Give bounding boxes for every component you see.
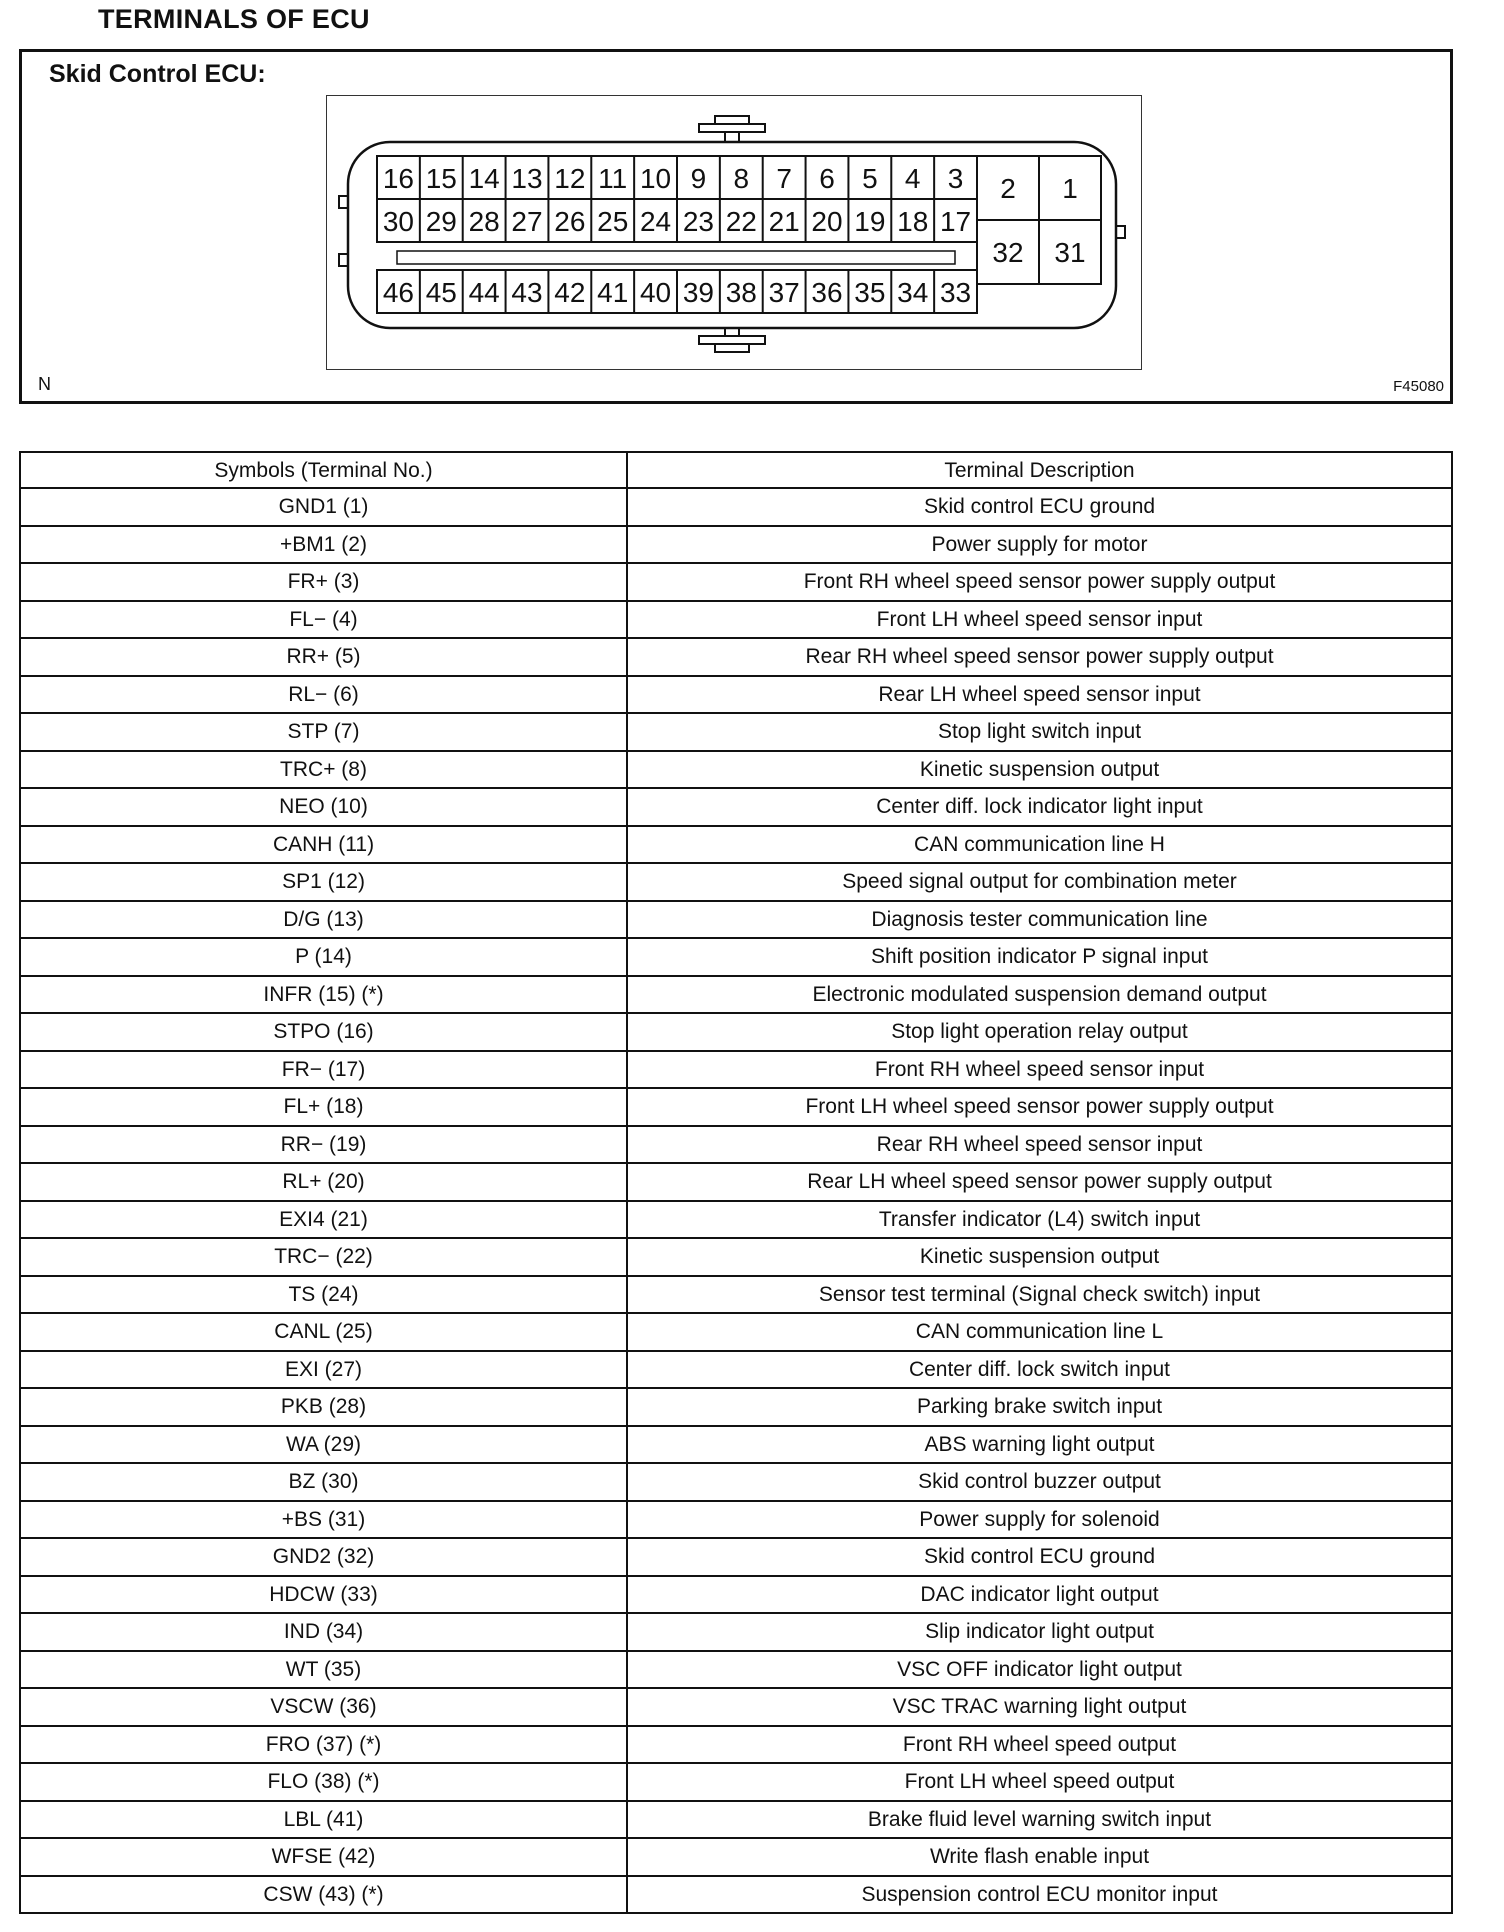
pin-number: 33 [939,277,972,308]
table-row [20,976,1452,1014]
table-row [20,1838,1452,1876]
connector-slot [397,251,955,264]
pin-number: 29 [425,206,457,237]
terminal-symbol: FL− (4) [20,601,627,639]
pin-number: 24 [639,206,672,237]
terminal-description: Diagnosis tester communication line [627,901,1452,939]
table-row [20,1576,1452,1614]
terminal-description: Transfer indicator (L4) switch input [627,1201,1452,1239]
pin-number: 36 [811,277,843,308]
terminal-symbol: LBL (41) [20,1801,627,1839]
terminal-description: Stop light switch input [627,713,1452,751]
table-row [20,1726,1452,1764]
pin-number: 20 [811,206,843,237]
terminal-symbol: CSW (43) (*) [20,1876,627,1914]
terminal-symbol: WT (35) [20,1651,627,1689]
table-row [20,638,1452,676]
terminal-symbol: SP1 (12) [20,863,627,901]
terminal-symbol: GND2 (32) [20,1538,627,1576]
table-row [20,1238,1452,1276]
pin-number: 11 [598,163,628,194]
connector-diagram-frame [326,95,1142,370]
pin-number: 15 [425,163,457,194]
pin-number: 25 [597,206,629,237]
terminal-symbol: STP (7) [20,713,627,751]
table-row [20,1538,1452,1576]
pin-number: 42 [554,277,586,308]
pin-number: 34 [897,277,929,308]
terminal-description: Front LH wheel speed output [627,1763,1452,1801]
terminal-description: Sensor test terminal (Signal check switch) input [627,1276,1452,1314]
terminal-description: Suspension control ECU monitor input [627,1876,1452,1914]
terminal-description: VSC TRAC warning light output [627,1688,1452,1726]
terminal-symbol: TRC− (22) [20,1238,627,1276]
table-row [20,1388,1452,1426]
table-row [20,676,1452,714]
table-row [20,1613,1452,1651]
figure-code: F45080 [1393,378,1444,395]
table-row [20,826,1452,864]
terminal-symbol: INFR (15) (*) [20,976,627,1014]
terminal-description: VSC OFF indicator light output [627,1651,1452,1689]
terminal-description: Write flash enable input [627,1838,1452,1876]
header-symbols: Symbols (Terminal No.) [20,452,627,488]
terminal-description: Front RH wheel speed output [627,1726,1452,1764]
terminal-symbol: D/G (13) [20,901,627,939]
terminal-description: CAN communication line L [627,1313,1452,1351]
connector-figure [19,49,1453,404]
pin-number: 28 [468,206,500,237]
terminal-description: Skid control buzzer output [627,1463,1452,1501]
terminal-description: Rear LH wheel speed sensor power supply output [627,1163,1452,1201]
header-description: Terminal Description [627,452,1452,488]
table-row [20,1501,1452,1539]
pin-number: 10 [639,163,672,194]
terminal-table [19,451,1453,1914]
table-row [20,1276,1452,1314]
pin-number: 14 [468,163,500,194]
terminal-symbol: FRO (37) (*) [20,1726,627,1764]
terminal-description: Shift position indicator P signal input [627,938,1452,976]
pin-number: 31 [1054,237,1086,268]
terminal-description: Front RH wheel speed sensor input [627,1051,1452,1089]
terminal-symbol: STPO (16) [20,1013,627,1051]
terminal-symbol: CANH (11) [20,826,627,864]
connector-diagram [327,96,1143,371]
terminal-description: Stop light operation relay output [627,1013,1452,1051]
pin-number: 26 [554,206,586,237]
terminal-description: Rear LH wheel speed sensor input [627,676,1452,714]
terminal-symbol: RL− (6) [20,676,627,714]
table-row [20,1163,1452,1201]
terminal-symbol: IND (34) [20,1613,627,1651]
terminal-description: Power supply for solenoid [627,1501,1452,1539]
table-row [20,1201,1452,1239]
terminal-description: Brake fluid level warning switch input [627,1801,1452,1839]
pin-number: 30 [382,206,415,237]
terminal-symbol: TS (24) [20,1276,627,1314]
terminal-symbol: EXI4 (21) [20,1201,627,1239]
pin-number: 38 [725,277,757,308]
pin-number: 45 [425,277,457,308]
table-row [20,1126,1452,1164]
terminal-symbol: FR− (17) [20,1051,627,1089]
terminal-description: Rear RH wheel speed sensor power supply output [627,638,1452,676]
terminal-description: Slip indicator light output [627,1613,1452,1651]
table-row [20,488,1452,526]
terminal-description: Power supply for motor [627,526,1452,564]
terminal-symbol: PKB (28) [20,1388,627,1426]
pin-number: 12 [554,163,586,194]
terminal-description: Front RH wheel speed sensor power supply output [627,563,1452,601]
terminal-symbol: BZ (30) [20,1463,627,1501]
terminal-description: Front LH wheel speed sensor power supply output [627,1088,1452,1126]
table-row [20,1651,1452,1689]
page-title: TERMINALS OF ECU [98,4,370,34]
terminal-symbol: TRC+ (8) [20,751,627,789]
terminal-description: Skid control ECU ground [627,1538,1452,1576]
table-row [20,863,1452,901]
pin-number: 13 [511,163,543,194]
table-row [20,1088,1452,1126]
pin-number: 46 [382,277,415,308]
pin-number: 6 [819,163,835,194]
table-row [20,1876,1452,1914]
table-row [20,938,1452,976]
terminal-description: Front LH wheel speed sensor input [627,601,1452,639]
terminal-symbol: VSCW (36) [20,1688,627,1726]
pin-number: 4 [904,163,921,194]
table-row [20,1051,1452,1089]
terminal-symbol: CANL (25) [20,1313,627,1351]
terminal-symbol: RL+ (20) [20,1163,627,1201]
pin-number: 16 [382,163,415,194]
terminal-symbol: NEO (10) [20,788,627,826]
terminal-symbol: HDCW (33) [20,1576,627,1614]
pin-number: 8 [733,163,750,194]
table-row [20,1313,1452,1351]
table-row [20,601,1452,639]
pin-number: 40 [639,277,672,308]
table-row [20,563,1452,601]
terminal-description: Electronic modulated suspension demand output [627,976,1452,1014]
terminal-symbol: +BS (31) [20,1501,627,1539]
pin-number: 17 [939,206,972,237]
table-row [20,788,1452,826]
table-row [20,1426,1452,1464]
table-row [20,901,1452,939]
terminal-description: Kinetic suspension output [627,751,1452,789]
table-row [20,1801,1452,1839]
table-row [20,751,1452,789]
terminal-symbol: RR− (19) [20,1126,627,1164]
terminal-symbol: P (14) [20,938,627,976]
terminal-description: ABS warning light output [627,1426,1452,1464]
table-row [20,1763,1452,1801]
pin-number: 9 [690,163,707,194]
terminal-symbol: WFSE (42) [20,1838,627,1876]
top-latch [699,116,765,144]
table-row [20,1463,1452,1501]
pin-number: 22 [725,206,757,237]
bottom-latch [699,326,765,352]
pin-number: 39 [682,277,715,308]
terminal-description: Parking brake switch input [627,1388,1452,1426]
pin-number: 43 [511,277,543,308]
pin-number: 19 [854,206,886,237]
table-body [20,488,1452,1913]
terminal-symbol: GND1 (1) [20,488,627,526]
terminal-symbol: FLO (38) (*) [20,1763,627,1801]
table-header-row [20,452,1452,488]
pin-number: 32 [992,237,1024,268]
pin-number: 1 [1062,173,1078,204]
terminal-description: Center diff. lock indicator light input [627,788,1452,826]
pin-number: 2 [1000,173,1016,204]
table-row [20,1688,1452,1726]
pin-number: 37 [768,277,800,308]
terminal-symbol: FL+ (18) [20,1088,627,1126]
terminal-description: CAN communication line H [627,826,1452,864]
figure-corner-letter: N [38,374,51,394]
pin-number: 18 [897,206,929,237]
table-row [20,526,1452,564]
pin-number: 5 [862,163,878,194]
table-row [20,1351,1452,1389]
pin-number: 21 [768,206,800,237]
terminal-symbol: EXI (27) [20,1351,627,1389]
table-row [20,713,1452,751]
terminal-description: Kinetic suspension output [627,1238,1452,1276]
pin-number: 7 [776,163,792,194]
terminal-symbol: FR+ (3) [20,563,627,601]
terminal-symbol: RR+ (5) [20,638,627,676]
pin-number: 27 [511,206,543,237]
terminal-description: Skid control ECU ground [627,488,1452,526]
terminal-description: Speed signal output for combination meter [627,863,1452,901]
terminal-description: Rear RH wheel speed sensor input [627,1126,1452,1164]
pin-number: 35 [854,277,886,308]
figure-caption: Skid Control ECU: [49,60,266,88]
table-row [20,1013,1452,1051]
terminal-symbol: +BM1 (2) [20,526,627,564]
terminal-symbol: WA (29) [20,1426,627,1464]
pin-number: 44 [468,277,500,308]
pin-number: 23 [682,206,715,237]
terminal-description: Center diff. lock switch input [627,1351,1452,1389]
pin-number: 3 [947,163,964,194]
terminal-description: DAC indicator light output [627,1576,1452,1614]
pin-number: 41 [597,277,629,308]
